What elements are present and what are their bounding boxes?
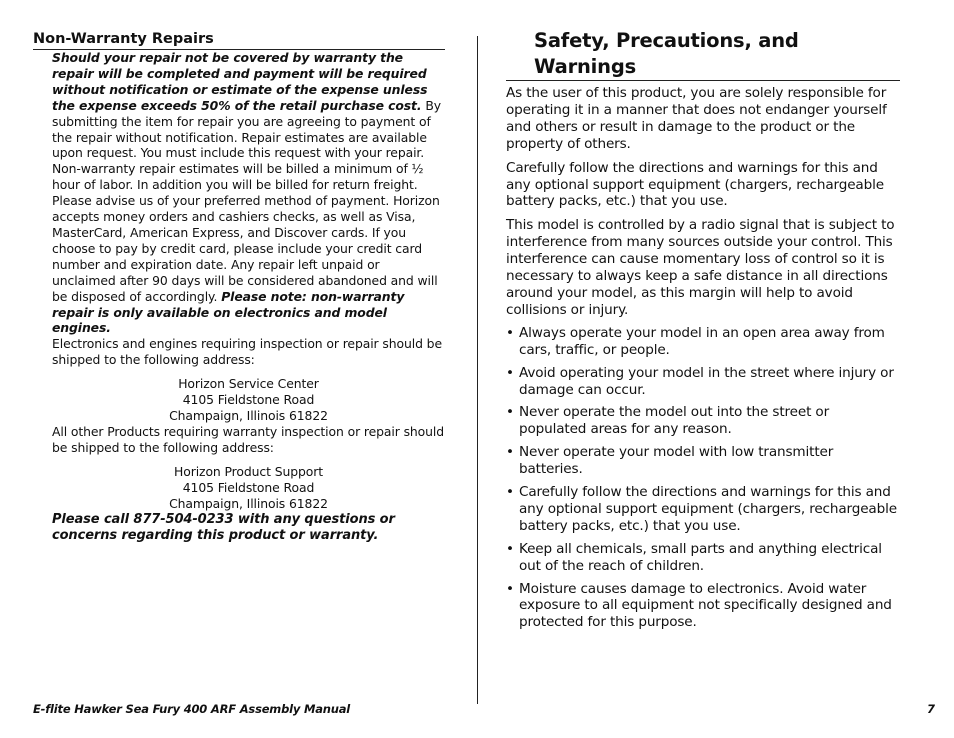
non-warranty-paragraph	[52, 50, 445, 336]
bullet-text: Keep all chemicals, small parts and anything electrical out of the reach of children.	[519, 540, 882, 574]
bullet-icon: •	[506, 484, 514, 501]
bullet-icon: •	[506, 444, 514, 461]
safety-body	[506, 85, 900, 631]
service-center-address	[52, 376, 445, 424]
safety-heading: Safety, Precautions, and Warnings	[506, 28, 900, 81]
safety-bullet-list	[506, 325, 900, 632]
bullet-text: Never operate the model out into the street or populated areas for any reason.	[519, 404, 830, 438]
footer-page-number: 7	[927, 702, 936, 716]
left-column	[33, 30, 445, 545]
footer-manual-title: E-flite Hawker Sea Fury 400 ARF Assembly Manual	[33, 702, 351, 716]
safety-bullet	[506, 484, 900, 535]
column-divider	[477, 36, 478, 704]
safety-bullet	[506, 444, 900, 478]
safety-bullet	[506, 581, 900, 632]
address-line: Champaign, Illinois 61822	[169, 408, 328, 424]
safety-bullet	[506, 541, 900, 575]
warranty-note: Please note: non-warranty repair is only available on electronics and model engines.	[52, 288, 405, 336]
address-line: Horizon Product Support	[174, 463, 323, 479]
address-line: 4105 Fieldstone Road	[182, 392, 315, 408]
other-products-shipping-text: All other Products requiring warranty inspection or repair should be shipped to the following address:	[52, 424, 445, 456]
electronics-shipping-text: Electronics and engines requiring inspection or repair should be shipped to the following address:	[52, 336, 442, 368]
non-warranty-body	[52, 50, 445, 545]
address-line: 4105 Fieldstone Road	[182, 479, 315, 495]
safety-bullet	[506, 404, 900, 438]
safety-paragraph: Carefully follow the directions and warnings for this and any optional support equipment (chargers, rechargeable battery packs, etc.) that you use.	[506, 159, 884, 210]
safety-bullet	[506, 365, 900, 399]
non-warranty-heading: Non-Warranty Repairs	[33, 30, 445, 50]
right-column	[506, 28, 900, 637]
bullet-text: Avoid operating your model in the street where injury or damage can occur.	[519, 364, 894, 398]
address-line: Champaign, Illinois 61822	[169, 495, 328, 511]
warranty-details: By submitting the item for repair you are agreeing to payment of the repair without notification. Repair estimates are available upon request. You must include this request with your repair. Non-warranty repair estimates will be billed a minimum of ½ hour of labor. In addition you will be billed for return freight. Please advise us of your preferred method of payment. Horizon accepts money orders and cashiers checks, as well as Visa, MasterCard, American Express, and Discover cards. If you choose to pay by credit card, please include your credit card number and expiration date. Any repair left unpaid or unclaimed after 90 days will be considered abandoned and will be disposed of accordingly.	[52, 97, 441, 304]
bullet-icon: •	[506, 364, 514, 381]
safety-paragraph: This model is controlled by a radio signal that is subject to interference from many sources outside your control. This interference can cause momentary loss of control so it is necessary to always keep a safe distance in all directions around your model, as this margin will help to avoid collisions or injury.	[506, 217, 895, 318]
contact-phone-text: Please call 877-504-0233 with any questions or concerns regarding this product or warranty.	[52, 511, 395, 544]
bullet-icon: •	[506, 580, 514, 597]
warranty-emphasis: Should your repair not be covered by warranty the repair will be completed and payment will be required without notification or estimate of the expense unless the expense exceeds 50% of the retail purchase cost.	[52, 50, 428, 113]
address-line: Horizon Service Center	[178, 376, 319, 392]
bullet-text: Never operate your model with low transmitter batteries.	[519, 444, 834, 478]
bullet-text: Carefully follow the directions and warnings for this and any optional support equipment (chargers, rechargeable battery packs, etc.) that you use.	[519, 484, 897, 534]
safety-paragraph: As the user of this product, you are solely responsible for operating it in a manner that does not endanger yourself and others or result in damage to the product or the property of others.	[506, 85, 887, 152]
safety-bullet	[506, 325, 900, 359]
bullet-icon: •	[506, 324, 514, 341]
bullet-icon: •	[506, 404, 514, 421]
product-support-address	[52, 464, 445, 512]
bullet-icon: •	[506, 540, 514, 557]
bullet-text: Moisture causes damage to electronics. Avoid water exposure to all equipment not specifically designed and protected for this purpose.	[519, 580, 892, 631]
bullet-text: Always operate your model in an open area away from cars, traffic, or people.	[519, 324, 885, 358]
